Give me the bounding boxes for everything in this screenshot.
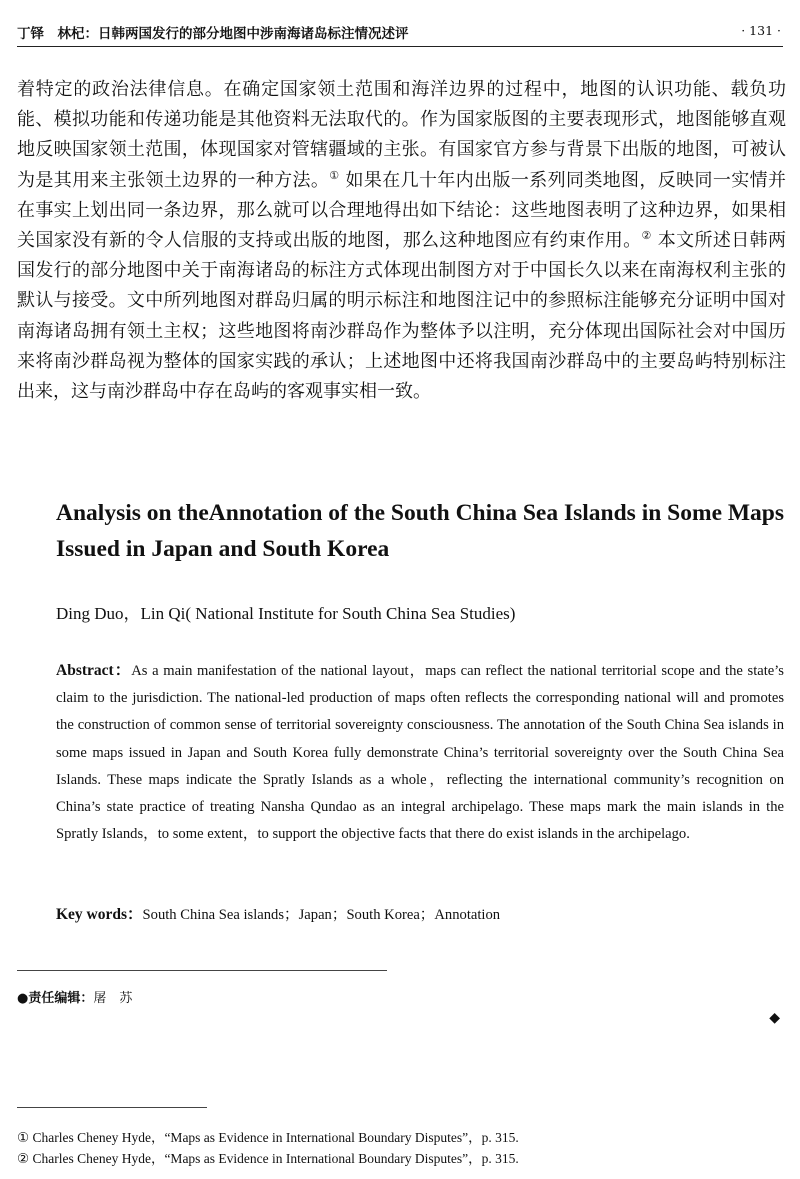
footnote-1: ① Charles Cheney Hyde，“Maps as Evidence in International Boundary Disputes”，p. 315. <box>17 1130 519 1145</box>
chinese-body-paragraph <box>17 75 786 407</box>
english-title: Analysis on theAnnotation of the South China Sea Islands in Some Maps Issued in Japan and South Korea <box>56 500 785 562</box>
footnote-divider <box>17 1107 207 1108</box>
end-mark-diamond-icon: ◆ <box>769 1010 780 1026</box>
footnote-ref-1[interactable]: ① <box>329 168 340 182</box>
abstract-label: Abstract： <box>56 662 132 679</box>
footnote-ref-2[interactable]: ② <box>641 229 652 243</box>
footnote-2: ② Charles Cheney Hyde，“Maps as Evidence in International Boundary Disputes”，p. 315. <box>17 1151 519 1166</box>
running-title: 丁铎 林杞：日韩两国发行的部分地图中涉南海诸岛标注情况述评 <box>17 26 409 42</box>
body-text-part3: 本文所述日韩两国发行的部分地图中关于南海诸岛的标注方式体现出制图方对于中国长久以来在南海权利主张的默认与接受。文中所列地图对群岛归属的明示标注和地图注记中的参照标注能够充分证明中国对南海诸岛拥有领土主权；这些地图将南沙群岛作为整体予以注明，充分体现出国际社会对中国历来将南沙群岛视为整体的国家实践的承认；上述地图中还将我国南沙群岛中的主要岛屿特别标注出来，这与南沙群岛中存在岛屿的客观事实相一致。 <box>17 230 786 403</box>
editor-label: ●责任编辑： <box>17 991 94 1006</box>
abstract-text: As a main manifestation of the national layout，maps can reflect the national territorial scope and the state’s claim to the jurisdiction. The national-led production of maps often reflects the corresponding national will and promotes the construction of common sense of territorial sovereignty consciousness. The annotation of the South China Sea islands in some maps issued in Japan and South Korea fully demonstrate China’s territorial sovereignty over the South China Sea Islands. These maps indicate the Spratly Islands as a whole，reflecting the international community’s recognition on China’s state practice of treating Nansha Qundao as an integral archipelago. These maps mark the main islands in the Spratly Islands，to some extent，to support the objective facts that there do exist islands in the archipelago. <box>56 663 784 843</box>
english-authors: Ding Duo，Lin Qi( National Institute for South China Sea Studies) <box>56 604 516 623</box>
editor-name: 屠 苏 <box>93 991 133 1006</box>
editor-divider <box>17 970 387 971</box>
keywords-label: Key words： <box>56 906 143 923</box>
keywords-text: South China Sea islands；Japan；South Korea；Annotation <box>142 907 501 923</box>
responsible-editor <box>17 987 132 1006</box>
english-keywords <box>56 903 786 927</box>
body-text-part1: 着特定的政治法律信息。在确定国家领土范围和海洋边界的过程中，地图的认识功能、载负功能、模拟功能和传递功能是其他资料无法取代的。作为国家版图的主要表现形式，地图能够直观地反映国家领土范围，体现国家对管辖疆域的主张。有国家官方参与背景下出版的地图，可被认为是其用来主张领土边界的一种方法。 <box>17 79 786 191</box>
body-text-part2: 如果在几十年内出版一系列同类地图，反映同一实情并在事实上划出同一条边界，那么就可以合理地得出如下结论：这些地图表明了这种边界，如果相关国家没有新的令人信服的支持或出版的地图，那么这种地图应有约束作用。 <box>17 169 786 252</box>
page-number: · 131 · <box>741 23 781 38</box>
english-abstract <box>56 657 784 848</box>
running-header <box>17 20 783 47</box>
